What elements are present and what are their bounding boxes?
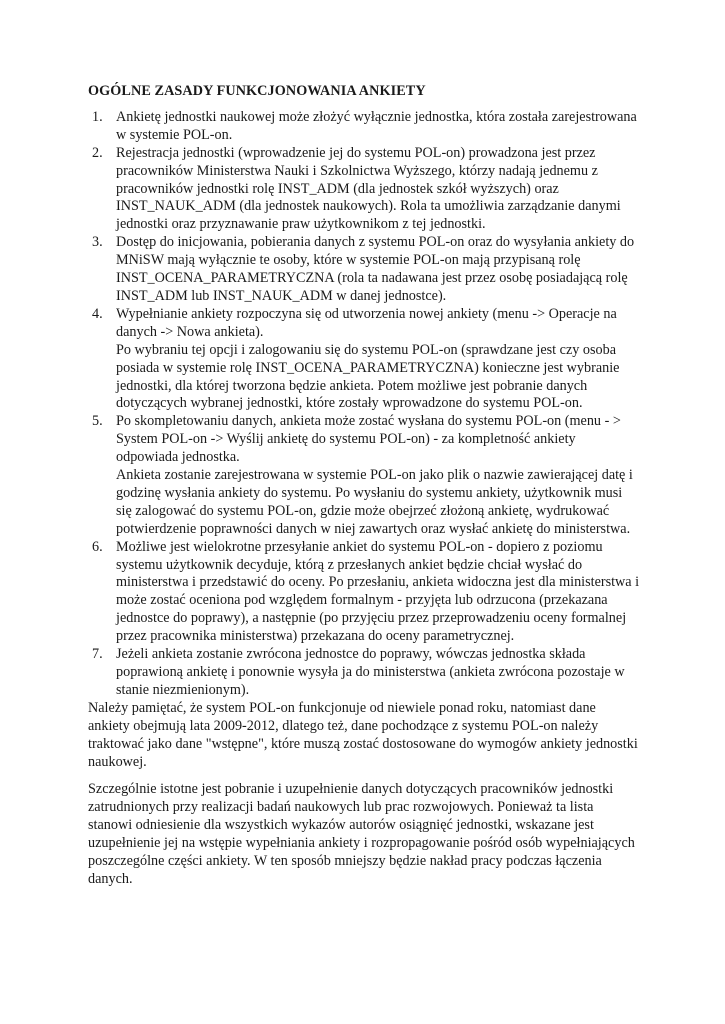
list-item-number: 6.	[92, 538, 103, 555]
rules-list	[88, 109, 640, 700]
list-item-text: Rejestracja jednostki (wprowadzenie jej do systemu POL-on) prowadzona jest przez pracowników Ministerstwa Nauki i Szkolnictwa Wyższego, którzy nadają jednemu z pracowników jednostki rolę INST_ADM (dla jednostek szkół wyższych) oraz INST_NAUK_ADM (dla jednostek naukowych). Rola ta umożliwia zarządzanie danymi jednostki oraz przyznawanie praw użytkownikom z tej jednostki.	[116, 144, 621, 233]
list-item	[88, 109, 640, 145]
list-item-number: 7.	[92, 646, 103, 663]
list-item-number: 3.	[92, 234, 103, 251]
list-item	[88, 145, 640, 235]
closing-paragraph: Szczególnie istotne jest pobranie i uzupełnienie danych dotyczących pracowników jednostki zatrudnionych przy realizacji badań naukowych lub prac rozwojowych. Ponieważ ta lista stanowi odniesienie dla wszystkich wykazów autorów osiągnięć jednostki, wskazane jest uzupełnienie jej na wstępie wypełniania ankiety i rozpropagowanie pośród osób wypełniających poszczególne części ankiety. W ten sposób mniejszy będzie nakład pracy podczas łączenia danych.	[88, 781, 635, 887]
list-item	[88, 234, 640, 306]
list-item-text: Jeżeli ankieta zostanie zwrócona jednostce do poprawy, wówczas jednostka składa poprawioną ankietę i ponownie wysyła ja do ministerstwa (ankieta zwrócona pozostaje w stanie niezmienionym).	[116, 646, 625, 698]
list-item-text: Po wybraniu tej opcji i zalogowaniu się do systemu POL-on (sprawdzane jest czy osoba posiada w systemie rolę INST_OCENA_PARAMETRYCZNA) konieczne jest wybranie jednostki, dla której tworzona będzie ankieta. Potem możliwe jest pobranie danych dotyczących wybranej jednostki, które zostały wprowadzone do systemu POL-on.	[116, 341, 620, 412]
list-item-number: 2.	[92, 144, 103, 161]
document-title: OGÓLNE ZASADY FUNKCJONOWANIA ANKIETY	[88, 83, 426, 99]
list-item	[88, 646, 640, 700]
list-item-text: Wypełnianie ankiety rozpoczyna się od utworzenia nowej ankiety (menu -> Operacje na danych -> Nowa ankieta).	[116, 305, 617, 340]
list-item-number: 5.	[92, 413, 103, 430]
list-item-number: 4.	[92, 305, 103, 322]
document-page	[88, 83, 640, 889]
list-item-text: Dostęp do inicjowania, pobierania danych z systemu POL-on oraz do wysyłania ankiety do MNiSW mają wyłącznie te osoby, które w systemie POL-on mają przypisaną rolę INST_OCENA_PARAMETRYCZNA (rola ta nadawana jest przez osobę posiadającą rolę INST_ADM lub INST_NAUK_ADM w danej jednostce).	[116, 234, 635, 304]
list-item	[88, 539, 640, 646]
list-item-text: Ankieta zostanie zarejestrowana w systemie POL-on jako plik o nazwie zawierającej datę i godzinę wysłania ankiety do systemu. Po wysłaniu do systemu ankiety, użytkownik musi się zalogować do systemu POL-on, gdzie może obejrzeć złożoną ankietę, wydrukować potwierdzenie poprawności danych w niej zawartych oraz wysłać ankietę do ministerstwa.	[116, 467, 633, 537]
note-paragraph: Należy pamiętać, że system POL-on funkcjonuje od niewiele ponad roku, natomiast dane ankiety obejmują lata 2009-2012, dlatego też, dane pochodzące z systemu POL-on należy traktować jako dane "wstępne", które muszą zostać dostosowane do wymogów ankiety jednostki naukowej.	[88, 699, 638, 770]
list-item-number: 1.	[92, 108, 103, 125]
list-item	[88, 413, 640, 538]
list-item-text: Możliwe jest wielokrotne przesyłanie ankiet do systemu POL-on - dopiero z poziomu systemu użytkownik decyduje, którą z przesłanych ankiet będzie chciał wysłać do ministerstwa i przedstawić do oceny. Po przesłaniu, ankieta widoczna jest dla ministerstwa i może zostać oceniona pod względem formalnym - przyjęta lub odrzucona (przekazana jednostce do poprawy), a następnie (po przyjęciu przez przeprowadzeniu oceny formalnej przez pracownika ministerstwa) przekazana do oceny parametrycznej.	[116, 538, 640, 645]
list-item	[88, 306, 640, 413]
list-item-text: Ankietę jednostki naukowej może złożyć wyłącznie jednostka, która została zarejestrowana w systemie POL-on.	[116, 108, 637, 143]
list-item-text: Po skompletowaniu danych, ankieta może zostać wysłana do systemu POL-on (menu - > System POL-on -> Wyślij ankietę do systemu POL-on) - za kompletność ankiety odpowiada jednostka.	[116, 413, 621, 466]
